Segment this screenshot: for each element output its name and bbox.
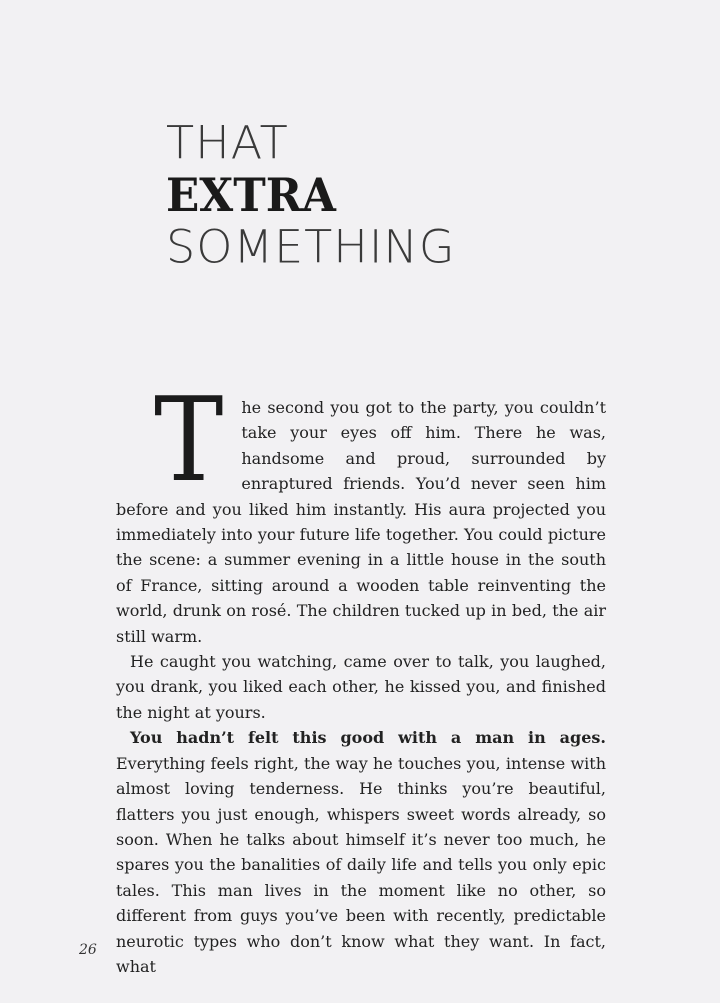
body-text — [116, 371, 606, 979]
paragraph-3-bold-lead: You hadn’t felt this good with a man in ages. — [130, 728, 606, 748]
chapter-title-line-3: SOMETHING — [166, 220, 456, 274]
paragraph-1 — [116, 371, 606, 649]
paragraph-3-text: Everything feels right, the way he touches you, intense with almost loving tenderness. He thinks you’re beautiful, flatters you just enough, whispers sweet words already, so soon. When he talks about himself it’s never too much, he spares you the banalities of daily life and tells you only epic tales. This man lives in the moment like no other, so different from guys you’ve been with recently, predictable neurotic types who don’t know what they want. In fact, what — [116, 753, 606, 976]
drop-cap: T — [154, 371, 224, 509]
chapter-title-line-2: EXTRA — [166, 168, 336, 222]
chapter-title — [166, 116, 526, 276]
paragraph-1-text: he second you got to the party, you couldn’t take your eyes off him. There he was, handsome and proud, surrounded by enraptured friends. You’d never seen him before and you liked him instantly. His aura projected you immediately into your future life together. You could picture the scene: a summer evening in a little house in the south of France, sitting around a wooden table reinventing the world, drunk on rosé. The children tucked up in bed, the air still warm. — [116, 398, 606, 646]
chapter-title-line-1: THAT — [166, 116, 289, 170]
paragraph-2: He caught you watching, came over to talk, you laughed, you drank, you liked each other, he kissed you, and finished the night at yours. — [116, 652, 606, 722]
paragraph-3 — [116, 725, 606, 979]
page-number: 26 — [79, 942, 97, 958]
